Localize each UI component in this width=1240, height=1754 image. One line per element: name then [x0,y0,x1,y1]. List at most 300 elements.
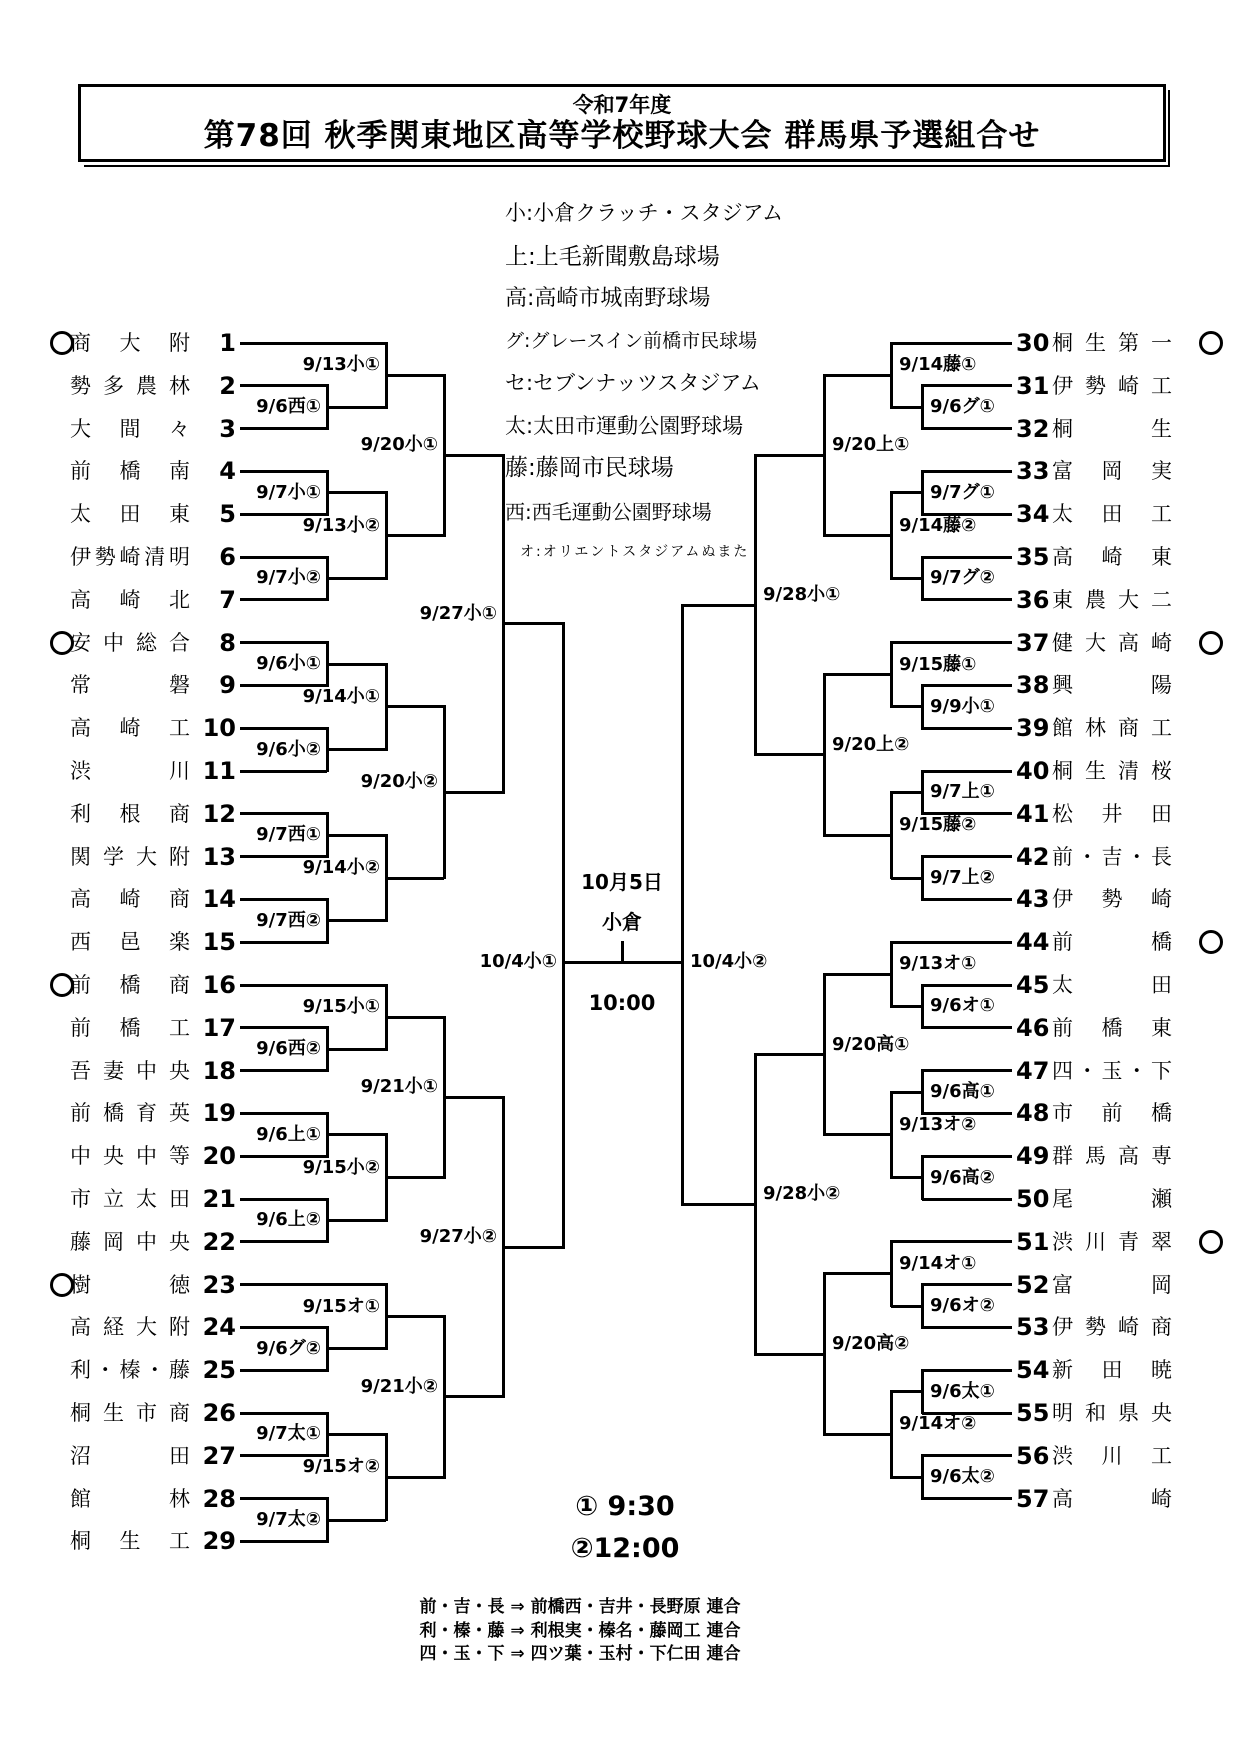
match-label: 9/6西② [256,1038,321,1060]
team-name: 前 橋 商 [70,973,190,997]
team-name: 前 橋 南 [70,459,190,484]
team-number: 6 [219,543,236,571]
match-label: 9/20小② [360,771,438,793]
match-label: 9/15藤① [899,653,977,675]
bracket-line [922,855,1012,858]
bracket-line [386,877,444,880]
match-label: 9/7太② [256,1509,321,1530]
tournament-title: 第78回 秋季関東地区高等学校野球大会 群馬県予選組合せ [203,118,1041,154]
match-label: 9/6上① [256,1123,321,1145]
team-number: 57 [1016,1484,1050,1513]
match-label: 9/28小① [763,584,841,606]
team-number: 55 [1016,1399,1050,1427]
bracket-line [755,454,824,457]
team-name: 桐 生 [1052,416,1172,441]
team-number: 48 [1016,1099,1050,1128]
team-number: 47 [1016,1056,1050,1085]
team-name: 松 井 田 [1052,801,1172,826]
bracket-line [922,898,1012,901]
match-label: 9/6西① [256,396,321,418]
team-number: 44 [1016,928,1050,957]
match-label: 9/7西① [256,824,321,846]
venue-legend-item: 高:高崎市城南野球場 [505,286,711,311]
bracket-line [824,374,891,377]
bracket-line [240,1412,327,1415]
bracket-line [824,534,891,537]
match-label: 9/7上① [930,781,995,803]
bracket-line [240,1326,327,1329]
team-name: 高 崎 東 [1052,545,1172,569]
team-number: 10 [202,714,236,743]
bracket-line [922,1497,1012,1500]
team-number: 56 [1016,1441,1050,1470]
bracket-line [240,470,327,473]
team-number: 51 [1016,1227,1050,1256]
match-label: 9/20上① [832,434,910,456]
team-name: 新 田 暁 [1052,1358,1172,1383]
team-name: 吾 妻 中 央 [70,1058,190,1083]
tournament-era: 令和7年度 [572,93,672,117]
match-label: 9/6太② [930,1466,995,1488]
team-number: 17 [202,1013,236,1042]
team-name: 桐 生 市 商 [70,1401,190,1425]
bracket-line [922,598,1012,601]
team-number: 3 [219,414,236,443]
match-label: 9/6高① [930,1081,995,1102]
team-name: 前 ・ 吉 ・ 長 [1052,844,1172,869]
bracket-line [891,1240,1012,1243]
bracket-line [386,534,444,537]
bracket-line [240,427,327,430]
team-name: 伊 勢 崎 清 明 [70,545,190,569]
title-box-shadow-right [1168,90,1170,167]
match-label: 10/4小① [479,951,557,972]
team-name: 前 橋 工 [70,1015,190,1040]
team-number: 2 [219,371,236,400]
venue-legend-item: グ:グレースイン前橋市民球場 [505,330,758,352]
bracket-line [891,1305,922,1308]
team-number: 12 [202,799,236,828]
bracket-line [922,1155,1012,1158]
bracket-line [327,577,386,580]
match-label: 9/6小① [256,653,321,674]
team-number: 54 [1016,1356,1050,1385]
match-label: 9/6オ② [930,1295,995,1316]
team-number: 35 [1016,543,1050,571]
team-number: 5 [219,500,236,529]
bracket-line [891,1476,922,1479]
team-number: 16 [202,971,236,999]
bracket-line [386,1476,444,1479]
team-number: 14 [202,885,236,914]
bracket-line [824,1433,891,1436]
bracket-line [755,1053,824,1056]
bracket-line [891,1005,922,1008]
bracket-line [891,491,922,494]
match-label: 9/14オ② [899,1413,977,1435]
team-name: 安 中 総 合 [70,630,190,655]
bracket-line [240,556,327,559]
team-name: 桐 生 清 桜 [1052,759,1172,783]
bracket-line [922,770,1012,773]
match-label: 9/13小② [302,514,380,536]
team-number: 4 [219,457,236,486]
match-label: 9/6上② [256,1209,321,1231]
match-label: 9/6高② [930,1166,995,1188]
seed-circle [1199,1230,1223,1254]
team-name: 渋 川 [70,759,190,783]
team-number: 45 [1016,971,1050,999]
team-name: 四 ・ 玉 ・ 下 [1052,1058,1172,1083]
bracket-line [755,1353,824,1356]
team-number: 25 [202,1356,236,1385]
team-name: 明 和 県 央 [1052,1401,1172,1425]
team-number: 1 [219,329,236,357]
team-number: 41 [1016,799,1050,828]
team-name: 市 立 太 田 [70,1187,190,1211]
bracket-line [327,406,386,409]
team-number: 22 [202,1227,236,1256]
bracket-line [562,622,565,1248]
match-label: 9/20上② [832,733,910,755]
bracket-line [922,727,1012,730]
team-number: 50 [1016,1185,1050,1213]
team-name: 前 橋 東 [1052,1015,1172,1040]
match-label: 9/7グ② [930,567,995,589]
team-name: 太 田 東 [70,502,190,527]
match-label: 9/6オ① [930,995,995,1017]
note-line: 四・玉・下 ⇒ 四ツ葉・玉村・下仁田 連合 [419,1644,741,1664]
match-label: 9/7太① [256,1423,321,1445]
match-label: 10/4小② [690,951,768,972]
bracket-line [824,973,891,976]
bracket-line [240,384,327,387]
team-name: 前 橋 育 英 [70,1101,190,1126]
bracket-line [891,342,1012,345]
team-name: 高 崎 工 [70,716,190,741]
bracket-line [240,941,327,944]
team-number: 46 [1016,1013,1050,1042]
bracket-line [444,1395,503,1398]
team-name: 桐 生 第 一 [1052,331,1172,355]
bracket-line [386,1016,444,1019]
venue-legend-item: 太:太田市運動公園野球場 [505,414,744,438]
bracket-line [922,384,1012,387]
note-line: 前・吉・長 ⇒ 前橋西・吉井・長野原 連合 [419,1597,741,1617]
bracket-line [240,598,327,601]
team-name: 伊 勢 崎 [1052,887,1172,912]
bracket-line [922,1026,1012,1029]
bracket-line [922,1326,1012,1329]
venue-legend-item: オ:オリエントスタジアムぬまた [520,544,750,560]
title-box-shadow-bottom [84,165,1168,167]
team-name: 勢 多 農 林 [70,373,190,398]
match-label: 9/20高② [832,1333,910,1355]
game-time-1: ① 9:30 [575,1491,675,1522]
team-number: 52 [1016,1270,1050,1299]
match-label: 9/7小② [256,567,321,589]
team-number: 36 [1016,585,1050,614]
team-number: 19 [202,1099,236,1128]
match-label: 9/6グ① [930,396,995,418]
match-label: 9/7小① [256,481,321,503]
team-name: 市 前 橋 [1052,1101,1172,1126]
match-label: 9/27小② [419,1226,497,1248]
team-name: 興 陽 [1052,673,1172,698]
bracket-line [891,577,922,580]
bracket-line [891,877,922,880]
team-name: 高 崎 商 [70,887,190,912]
bracket-line [327,1433,386,1436]
team-number: 33 [1016,457,1050,486]
match-label: 9/20小① [360,434,438,456]
team-number: 29 [202,1527,236,1556]
match-label: 9/13オ② [899,1113,977,1135]
team-number: 21 [202,1185,236,1213]
venue-legend-item: 西:西毛運動公園野球場 [505,500,712,524]
match-label: 9/27小① [419,602,497,624]
team-name: 中 央 中 等 [70,1144,190,1169]
bracket-line [922,1198,1012,1201]
bracket-line [386,1176,444,1179]
team-name: 桐 生 工 [70,1529,190,1554]
bracket-line [327,919,386,922]
bracket-line [240,1198,327,1201]
team-name: 沼 田 [70,1443,190,1468]
team-name: 渋 川 青 翠 [1052,1229,1172,1254]
bracket-line [891,1176,922,1179]
bracket-line [891,791,922,794]
bracket-line [922,1454,1012,1457]
match-label: 9/20高① [832,1033,910,1055]
bracket-line [327,491,386,494]
team-number: 38 [1016,671,1050,700]
bracket-line [240,1240,327,1243]
bracket-line [891,1091,922,1094]
bracket-line [386,705,444,708]
team-name: 太 田 工 [1052,502,1172,527]
bracket-line [681,604,684,1206]
note-line: 利・榛・藤 ⇒ 利根実・榛名・藤岡工 連合 [419,1620,741,1641]
team-name: 大 間 々 [70,416,190,441]
bracket-line [240,342,386,345]
bracket-line [240,1112,327,1115]
venue-legend-item: 藤:藤岡市民球場 [505,455,674,481]
match-label: 9/14藤① [899,354,977,376]
bracket-line [444,454,503,457]
bracket-line [327,1048,386,1051]
bracket-line [922,1283,1012,1286]
seed-circle [1199,331,1223,355]
match-label: 9/14小② [302,857,380,878]
team-name: 高 崎 [1052,1486,1172,1511]
bracket-line [327,1133,386,1136]
bracket-line [240,898,327,901]
venue-legend-item: セ:セブンナッツスタジアム [505,371,761,395]
team-name: 渋 川 工 [1052,1443,1172,1468]
team-number: 26 [202,1399,236,1427]
match-label: 9/6太① [930,1380,995,1402]
team-number: 42 [1016,842,1050,871]
team-name: 前 橋 [1052,930,1172,955]
bracket-line [824,1133,891,1136]
bracket-line [386,374,444,377]
bracket-line [240,1283,386,1286]
game-time-2: ②12:00 [570,1533,680,1564]
team-number: 53 [1016,1313,1050,1342]
match-label: 9/13オ① [899,953,977,975]
team-name: 商 大 附 [70,331,190,355]
team-number: 7 [219,585,236,614]
match-label: 9/7西② [256,909,321,931]
bracket-line [327,663,386,666]
team-number: 28 [202,1484,236,1513]
team-number: 34 [1016,500,1050,529]
final-date: 10月5日 [581,870,663,894]
match-label: 9/15オ② [302,1456,380,1478]
team-name: 富 岡 実 [1052,459,1172,484]
bracket-line [240,1369,327,1372]
bracket-line [240,1069,327,1072]
team-name: 伊 勢 崎 商 [1052,1315,1172,1340]
bracket-line [327,834,386,837]
bracket-line [503,622,563,625]
bracket-line [922,427,1012,430]
team-number: 13 [202,842,236,871]
bracket-line [240,1497,327,1500]
venue-legend-item: 上:上毛新聞敷島球場 [505,244,720,270]
team-number: 43 [1016,885,1050,914]
bracket-line [240,984,386,987]
bracket-line [444,791,503,794]
match-label: 9/28小② [763,1183,841,1205]
final-venue: 小倉 [602,910,642,934]
bracket-line [755,753,824,756]
match-label: 9/9小① [930,695,995,717]
team-name: 館 林 商 工 [1052,716,1172,741]
bracket-line [240,1540,327,1543]
bracket-line [922,684,1012,687]
team-number: 49 [1016,1142,1050,1171]
team-name: 伊 勢 崎 工 [1052,373,1172,398]
team-number: 11 [202,757,236,785]
match-label: 9/15オ① [302,1295,380,1317]
team-name: 東 農 大 二 [1052,587,1172,612]
bracket-line [682,604,755,607]
bracket-line [386,1315,444,1318]
bracket-line [891,941,1012,944]
bracket-line [240,812,327,815]
match-label: 9/15藤② [899,814,977,836]
team-name: 西 邑 楽 [70,930,190,955]
bracket-line [922,470,1012,473]
team-number: 8 [219,628,236,657]
bracket-line [327,1219,386,1222]
seed-circle [1199,930,1223,954]
venue-legend-item: 小:小倉クラッチ・スタジアム [505,201,784,225]
seed-circle [1199,631,1223,655]
team-name: 富 岡 [1052,1272,1172,1297]
team-name: 太 田 [1052,973,1172,997]
bracket-line [240,641,327,644]
team-number: 39 [1016,714,1050,743]
match-label: 9/21小① [360,1076,438,1098]
team-name: 高 崎 北 [70,587,190,612]
bracket-line [891,641,1012,644]
bracket-line [240,727,327,730]
team-name: 常 磐 [70,673,190,698]
bracket-line [327,1519,386,1522]
title-box [78,84,1166,162]
bracket-line [327,748,386,751]
team-number: 27 [202,1441,236,1470]
team-name: 藤 岡 中 央 [70,1229,190,1254]
match-label: 9/14藤② [899,514,977,536]
game-times [500,1486,750,1570]
bracket-line [891,705,922,708]
team-number: 31 [1016,371,1050,400]
team-number: 15 [202,928,236,957]
team-name: 樹 徳 [70,1272,190,1297]
team-number: 20 [202,1142,236,1171]
match-label: 9/7上② [930,867,995,888]
bracket-line [240,1026,327,1029]
match-label: 9/14オ① [899,1252,977,1274]
team-name: 尾 瀬 [1052,1187,1172,1211]
team-number: 32 [1016,414,1050,443]
match-label: 9/21小② [360,1375,438,1397]
match-label: 9/13小① [302,354,380,376]
final-time: 10:00 [588,991,656,1015]
match-label: 9/15小② [302,1156,380,1178]
match-label: 9/7グ① [930,481,995,503]
bracket-line [922,984,1012,987]
bracket-line [682,1203,755,1206]
match-label: 9/15小① [302,996,380,1018]
bracket-line [891,1390,922,1393]
bracket-line [621,941,624,964]
bracket-line [824,834,891,837]
bracket-line [444,1096,503,1099]
team-number: 24 [202,1313,236,1342]
team-name: 関 学 大 附 [70,844,190,869]
team-number: 23 [202,1270,236,1299]
team-number: 18 [202,1056,236,1085]
bracket-line [922,1369,1012,1372]
bracket-line [891,406,922,409]
bracket-line [240,770,327,773]
team-name: 利 ・ 榛 ・ 藤 [70,1358,190,1383]
match-label: 9/6小② [256,738,321,760]
team-number: 37 [1016,628,1050,657]
team-name: 館 林 [70,1486,190,1511]
team-number: 9 [219,671,236,700]
team-number: 40 [1016,757,1050,785]
team-name: 高 経 大 附 [70,1315,190,1340]
match-label: 9/14小① [302,685,380,707]
bracket-line [824,673,891,676]
team-name: 群 馬 高 専 [1052,1144,1172,1169]
bracket-line [327,1347,386,1350]
match-label: 9/6グ② [256,1337,321,1359]
bracket-line [503,1246,563,1249]
team-number: 30 [1016,329,1050,357]
team-name: 健 大 高 崎 [1052,630,1172,655]
combined-team-notes [360,1596,800,1667]
team-name: 利 根 商 [70,801,190,826]
bracket-line [922,556,1012,559]
bracket-line [824,1272,891,1275]
